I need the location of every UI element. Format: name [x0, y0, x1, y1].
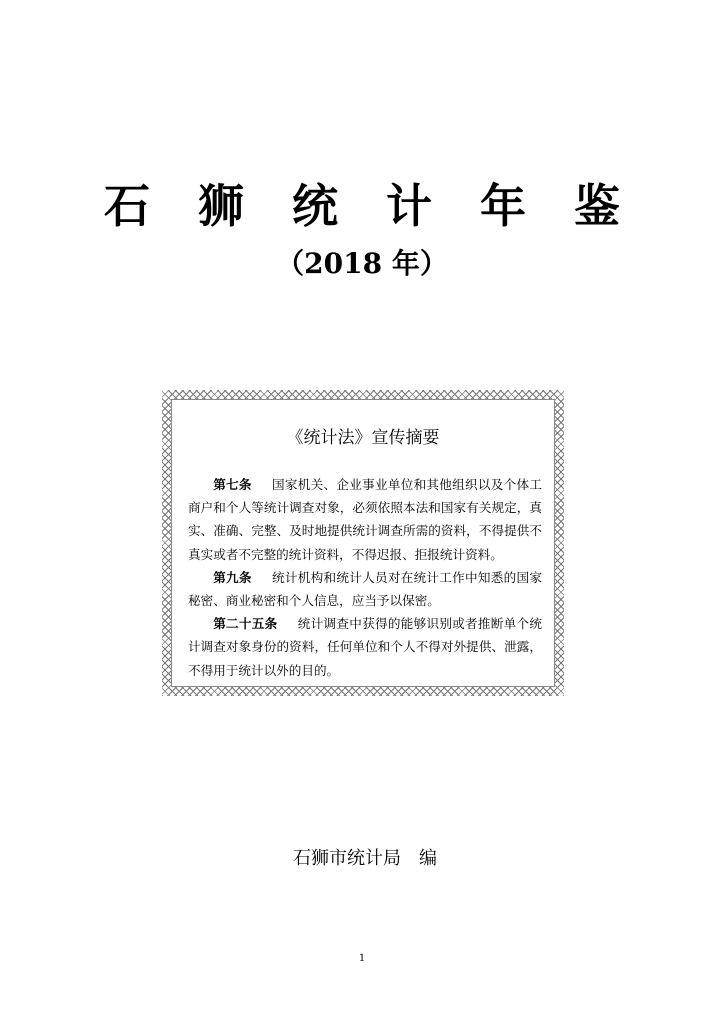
article-7: [188, 473, 542, 566]
article-number: 第二十五条: [213, 616, 278, 632]
document-subtitle-year: （2018 年）: [276, 247, 448, 280]
box-title: 《统计法》宣传摘要: [286, 428, 440, 448]
decorative-frame: [162, 390, 564, 696]
article-list: [188, 473, 542, 682]
article-text: 国家机关、企业事业单位和其他组织以及个体工商户和个人等统计调查对象，必须依照本法和国家有关规定，真实、准确、完整、及时地提供统计调查所需的资料，不得提供不真实或者不完整的统计资料，不得迟报、拒报统计资料。: [188, 477, 543, 562]
frame-content: [171, 399, 555, 687]
article-number: 第七条: [213, 477, 252, 492]
article-number: 第九条: [213, 569, 252, 585]
document-title: 石 狮 统 计 年 鉴: [103, 179, 637, 233]
page-number: 1: [358, 953, 366, 964]
article-25: [188, 612, 542, 682]
article-text: 统计调查中获得的能够识别或者推断单个统计调查对象身份的资料，任何单位和个人不得对外提供、泄露，不得用于统计以外的目的。: [188, 616, 543, 678]
article-9: [188, 566, 542, 612]
compiler-credit: 石狮市统计局 编: [293, 848, 437, 869]
article-text: 统计机构和统计人员对在统计工作中知悉的国家秘密、商业秘密和个人信息，应当予以保密。: [188, 569, 543, 609]
